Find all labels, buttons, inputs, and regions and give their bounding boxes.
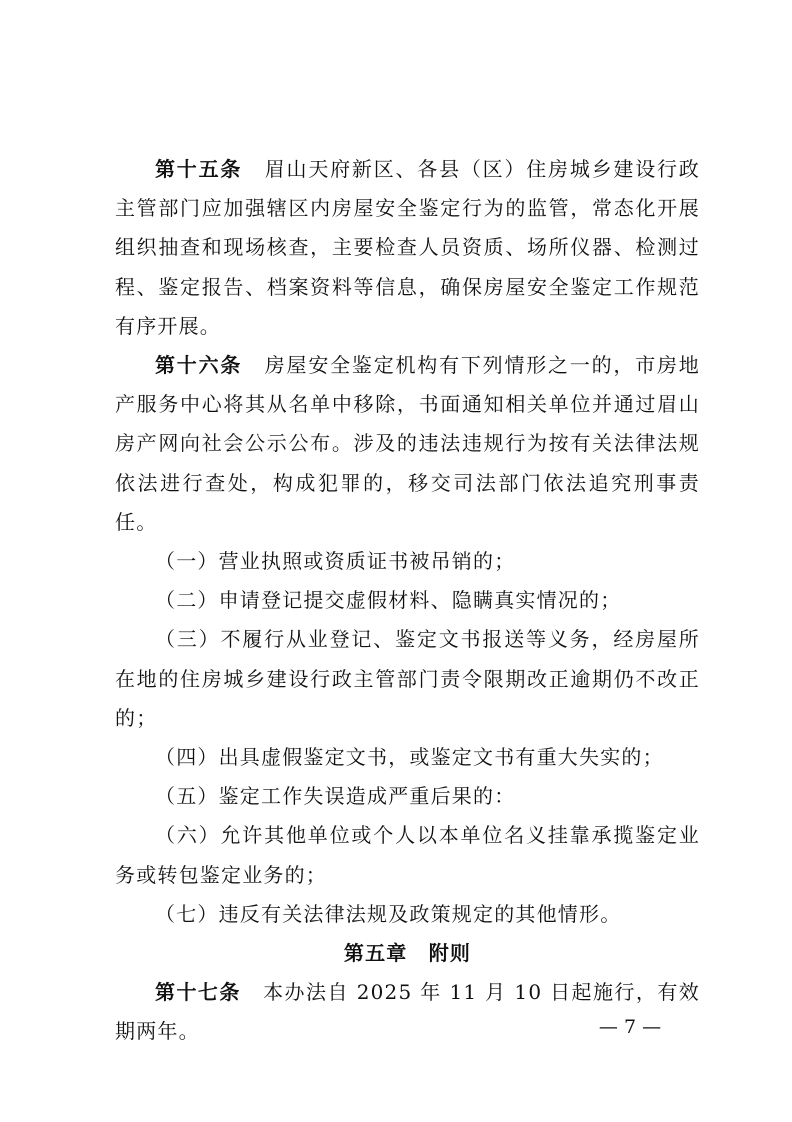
article-16-item-1: （一）营业执照或资质证书被吊销的； [155,549,516,574]
article-16-label: 第十六条 [155,353,243,378]
article-17-body: 本办法自 2025 年 11 月 10 日起施行，有效期两年。 [115,980,700,1044]
article-16-item-7: （七）违反有关法律法规及政策规定的其他情形。 [155,901,622,926]
article-16 [115,346,700,542]
article-16-item-5: （五）鉴定工作失误造成严重后果的： [155,784,516,809]
article-16-item-4: （四）出具虚假鉴定文书，或鉴定文书有重大失实的； [155,745,664,770]
page-number: — 7 — [598,1016,662,1038]
chapter-5-title: 第五章 附则 [343,941,472,966]
article-15-label: 第十五条 [155,157,243,181]
article-16-item-3: （三）不履行从业登记、鉴定文书报送等义务，经房屋所在地的住房城乡建设行政主管部门责令限期改正逾期仍不改正的； [115,627,700,730]
article-16-item-6: （六）允许其他单位或个人以本单位名义挂靠承揽鉴定业务或转包鉴定业务的； [115,823,700,887]
article-15 [115,150,700,346]
article-17 [115,973,700,1051]
article-16-item-2: （二）申请登记提交虚假材料、隐瞒真实情况的； [155,588,622,613]
article-17-label: 第十七条 [155,980,241,1005]
document-body [115,150,700,1052]
article-15-body: 眉山天府新区、各县（区）住房城乡建设行政主管部门应加强辖区内房屋安全鉴定行为的监管，常态化开展组织抽查和现场核查，主要检查人员资质、场所仪器、检测过程、鉴定报告、档案资料等信息，确保房屋安全鉴定工作规范有序开展。 [115,157,700,338]
article-16-body: 房屋安全鉴定机构有下列情形之一的，市房地产服务中心将其从名单中移除，书面通知相关单位并通过眉山房产网向社会公示公布。涉及的违法违规行为按有关法律法规依法进行查处，构成犯罪的，移交司法部门依法追究刑事责任。 [115,353,700,534]
